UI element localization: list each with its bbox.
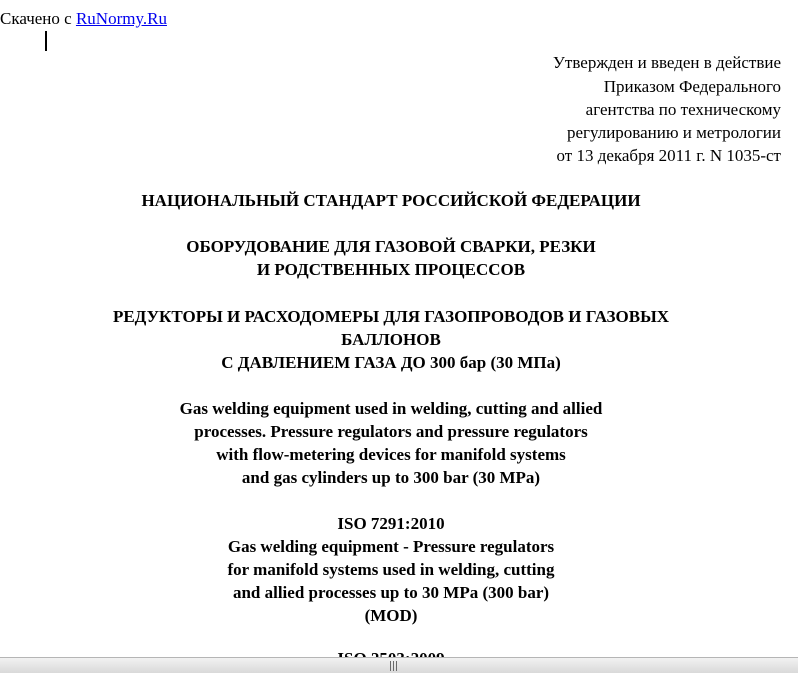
iso-title-line: and allied processes up to 30 MPa (300 bar): [232, 583, 550, 602]
iso-modification-note: (MOD): [364, 606, 418, 625]
iso-number: ISO 7291:2010: [337, 514, 445, 533]
approval-line: Утвержден и введен в действие: [552, 53, 781, 72]
iso-title-line: for manifold systems used in welding, cutting: [227, 560, 555, 579]
next-iso-clipped: [0, 648, 782, 657]
sub-title-line: РЕДУКТОРЫ И РАСХОДОМЕРЫ ДЛЯ ГАЗОПРОВОДОВ И ГАЗОВЫХ: [112, 307, 670, 326]
bottom-splitter-bar[interactable]: [0, 657, 798, 673]
source-line: [0, 8, 167, 30]
english-title-line: processes. Pressure regulators and pressure regulators: [194, 422, 588, 441]
sub-title-line: БАЛЛОНОВ: [341, 330, 441, 349]
approval-line: от 13 декабря 2011 г. N 1035-ст: [556, 146, 781, 165]
english-title-line: Gas welding equipment used in welding, cutting and allied: [179, 399, 603, 418]
approval-line: регулированию и метрологии: [566, 123, 781, 142]
source-link[interactable]: RuNormy.Ru: [75, 9, 167, 28]
english-title-line: with flow-metering devices for manifold systems: [216, 445, 566, 464]
main-title-line: И РОДСТВЕННЫХ ПРОЦЕССОВ: [256, 260, 526, 279]
sub-title-line: С ДАВЛЕНИЕМ ГАЗА ДО 300 бар (30 МПа): [221, 353, 561, 372]
approval-line: агентства по техническому: [585, 100, 781, 119]
splitter-grip-icon[interactable]: [390, 661, 398, 671]
text-cursor: [45, 31, 47, 51]
approval-line: Приказом Федерального: [603, 77, 781, 96]
iso-title-line: Gas welding equipment - Pressure regulators: [227, 537, 555, 556]
source-prefix: Скачено с: [0, 9, 72, 28]
main-title-line: ОБОРУДОВАНИЕ ДЛЯ ГАЗОВОЙ СВАРКИ, РЕЗКИ: [186, 237, 596, 256]
standard-type-heading: НАЦИОНАЛЬНЫЙ СТАНДАРТ РОССИЙСКОЙ ФЕДЕРАЦИИ: [141, 191, 641, 210]
english-title-line: and gas cylinders up to 300 bar (30 MPa): [241, 468, 541, 487]
